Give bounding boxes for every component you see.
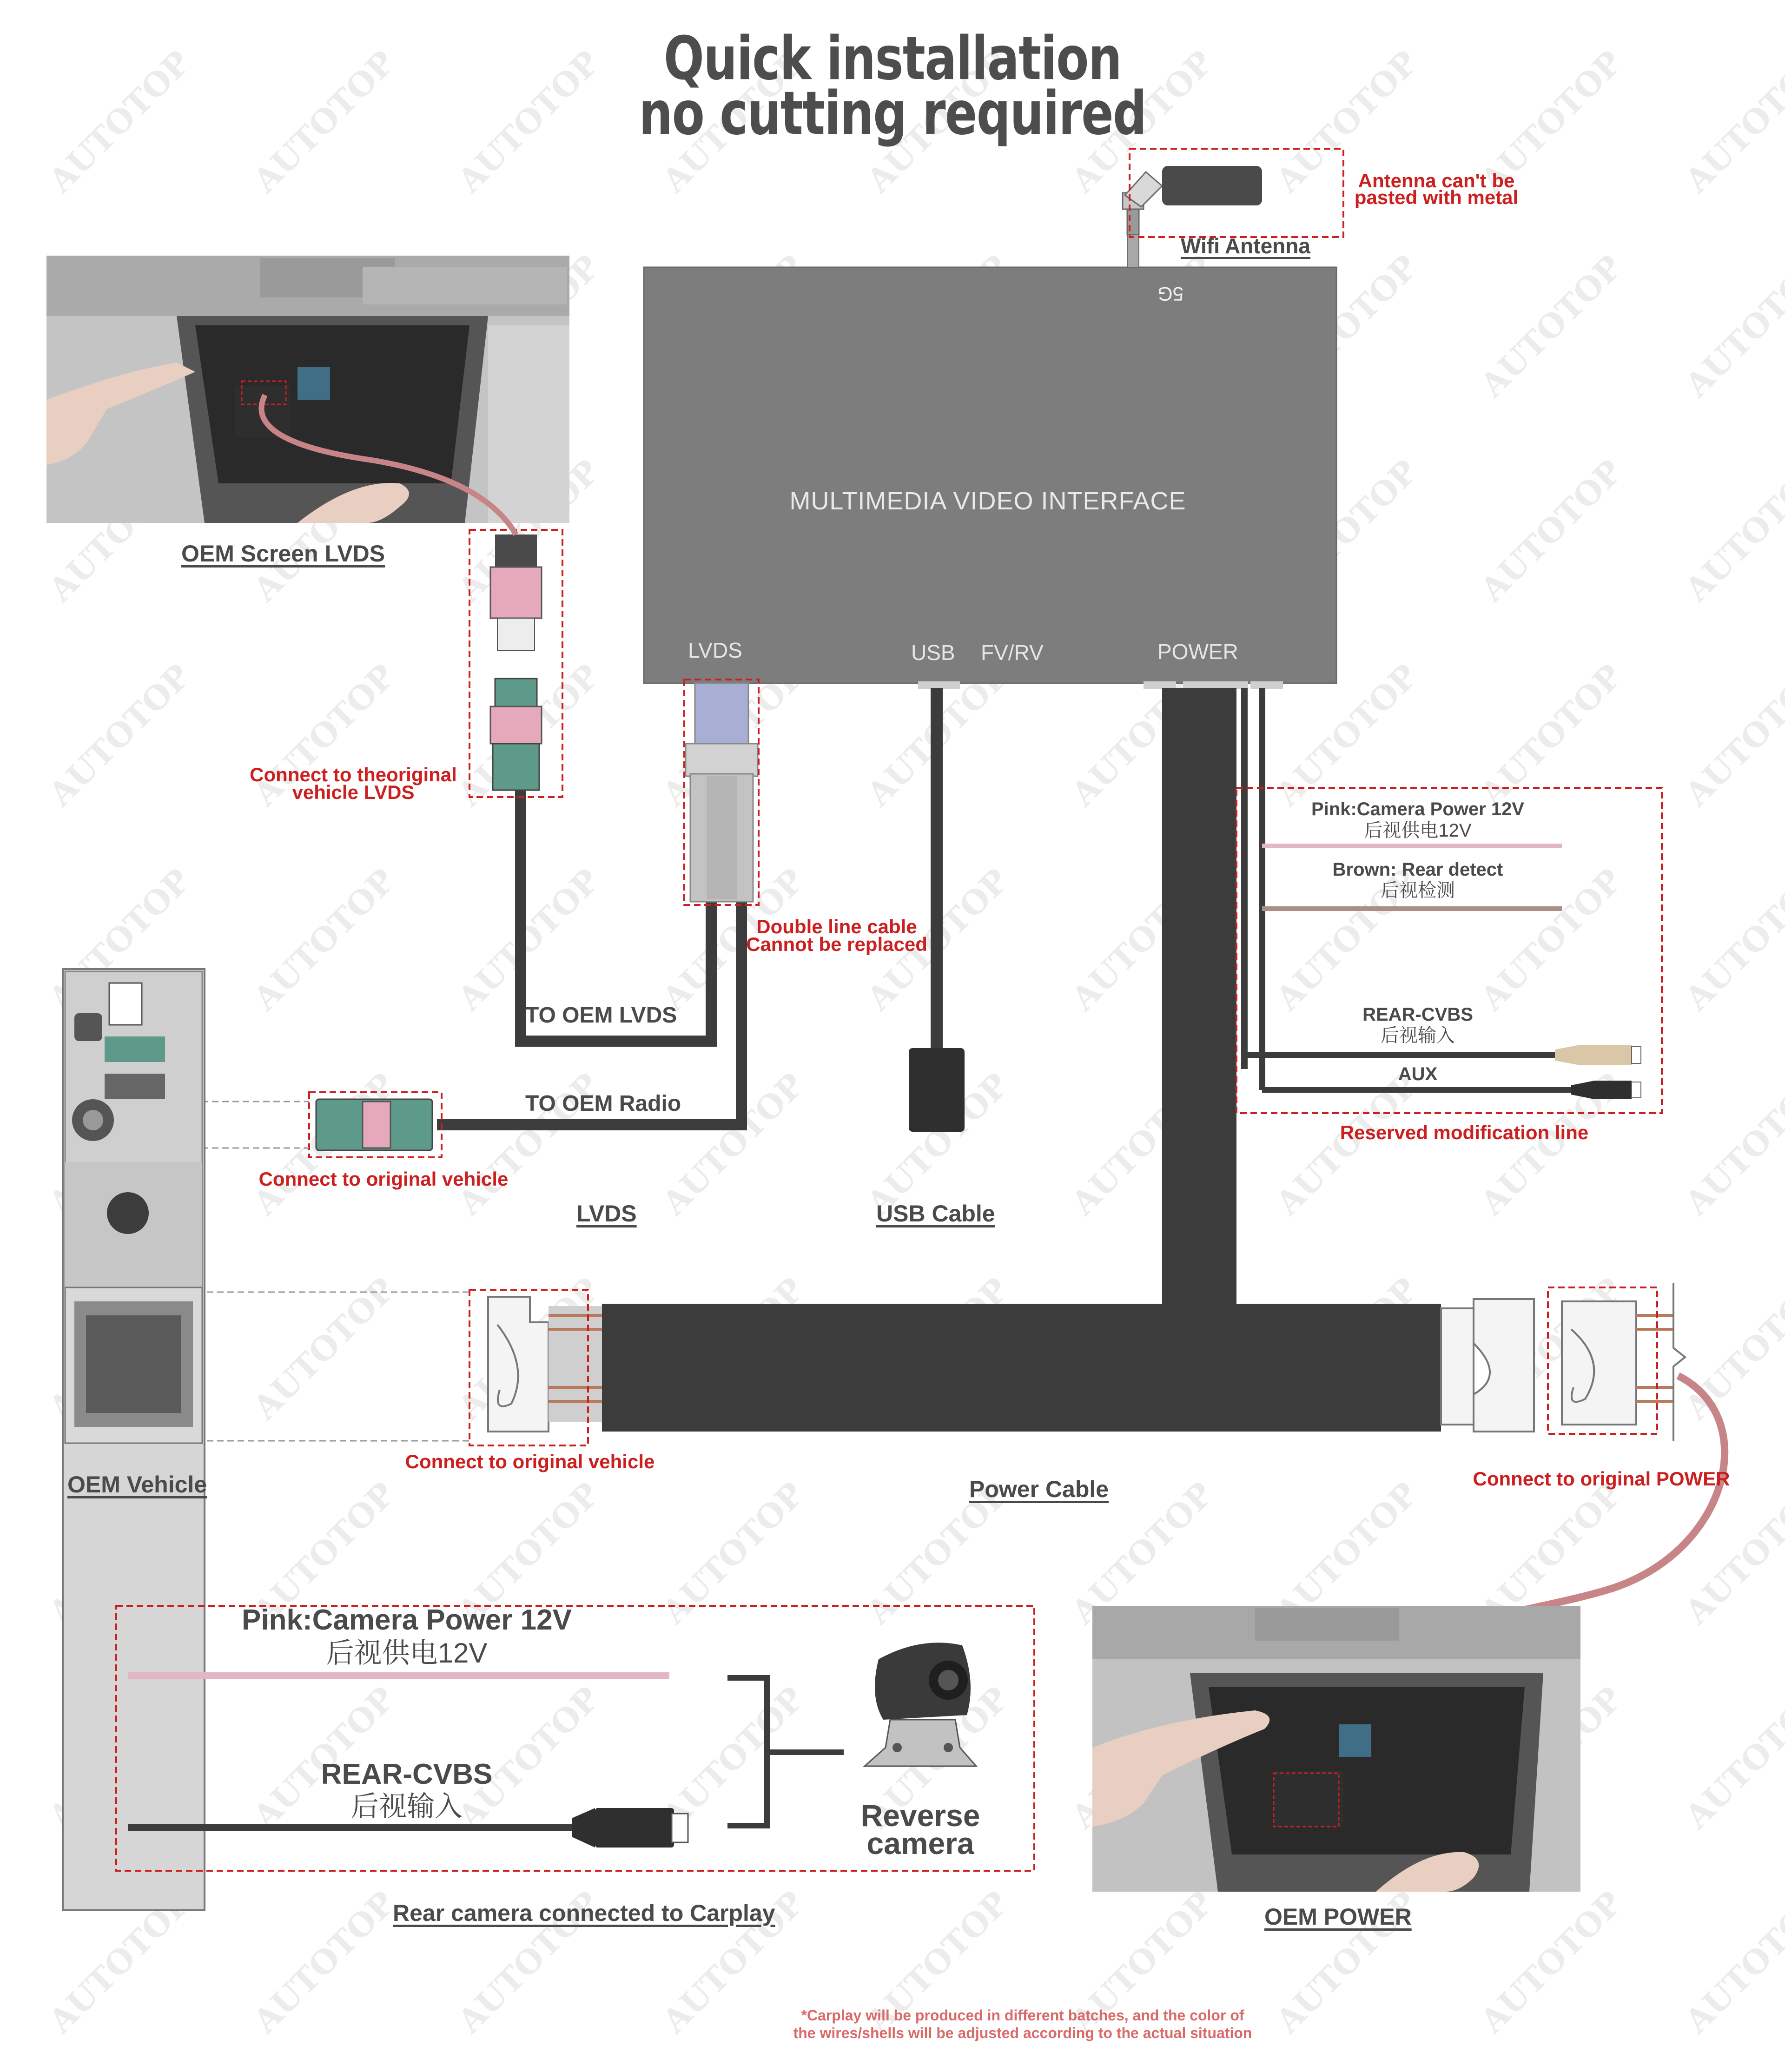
port-usb-label: USB (911, 640, 955, 665)
double-line-2: Cannot be replaced (746, 933, 927, 955)
oem-power-photo (1092, 1606, 1580, 1892)
connect-original-vehicle-2-label: Connect to original vehicle (405, 1451, 655, 1472)
reserved-caption: Reserved modification line (1340, 1122, 1589, 1143)
reverse-camera-line-1: Reverse (860, 1798, 980, 1833)
rear-cvbs-connector (572, 1808, 688, 1848)
module-name: MULTIMEDIA VIDEO INTERFACE (789, 487, 1186, 515)
reserved-cvbs-cn: 后视输入 (1381, 1025, 1455, 1046)
camera-cvbs-cn: 后视输入 (351, 1791, 463, 1822)
reserved-brown-en: Brown: Rear detect (1332, 859, 1503, 880)
port-fvrv-label: FV/RV (981, 640, 1044, 665)
reverse-camera-line-2: camera (866, 1826, 974, 1861)
reserved-pink-cn: 后视供电12V (1364, 820, 1472, 841)
rear-cvbs-plug (1555, 1045, 1641, 1065)
lvds-module-connector (686, 683, 758, 902)
reserved-cvbs-en: REAR-CVBS (1362, 1004, 1473, 1025)
double-line-1: Double line cable (756, 916, 917, 937)
connect-original-power-label: Connect to original POWER (1473, 1468, 1730, 1490)
usb-cable-caption: USB Cable (876, 1201, 995, 1227)
wifi-antenna-label: Wifi Antenna (1181, 234, 1310, 258)
oem-radio-connector (316, 1099, 432, 1150)
oem-screen-photo (46, 256, 569, 523)
title-line-1: Quick installation (663, 24, 1122, 93)
oem-screen-lvds-label: OEM Screen LVDS (181, 541, 385, 567)
connect-original-lvds-2: vehicle LVDS (292, 781, 415, 803)
port-lvds-label: LVDS (688, 638, 742, 662)
reserved-brown-cn: 后视检测 (1381, 880, 1455, 901)
footnote-line-2: the wires/shells will be adjusted according to the actual situation (793, 2025, 1252, 2041)
aux-plug (1571, 1081, 1641, 1099)
connect-original-lvds-1: Connect to theoriginal (250, 764, 457, 785)
to-oem-lvds-label: TO OEM LVDS (525, 1003, 677, 1028)
power-cable-caption: Power Cable (969, 1476, 1109, 1502)
oem-vehicle-caption: OEM Vehicle (67, 1472, 207, 1498)
port-power-label: POWER (1157, 640, 1238, 664)
oem-power-caption: OEM POWER (1264, 1904, 1412, 1930)
camera-pink-en: Pink:Camera Power 12V (242, 1604, 572, 1636)
camera-pink-cn: 后视供电12V (326, 1637, 488, 1669)
camera-cvbs-en: REAR-CVBS (321, 1758, 493, 1790)
antenna-warning-2: pasted with metal (1354, 186, 1519, 208)
lvds-caption: LVDS (576, 1201, 637, 1227)
reserved-pink-en: Pink:Camera Power 12V (1311, 799, 1524, 819)
multimedia-module (644, 267, 1336, 689)
footnote-line-1: *Carplay will be produced in different batches, and the color of (801, 2007, 1244, 2024)
module-band-label: 5G (1157, 283, 1184, 305)
rear-camera-caption: Rear camera connected to Carplay (393, 1900, 775, 1926)
title-line-2: no cutting required (639, 79, 1146, 148)
connect-original-vehicle-label: Connect to original vehicle (258, 1168, 509, 1190)
reserved-aux-label: AUX (1398, 1064, 1438, 1084)
oem-radio-unit (63, 969, 205, 1910)
to-oem-radio-label: TO OEM Radio (525, 1091, 681, 1116)
antenna-warning-1: Antenna can't be (1358, 170, 1515, 191)
